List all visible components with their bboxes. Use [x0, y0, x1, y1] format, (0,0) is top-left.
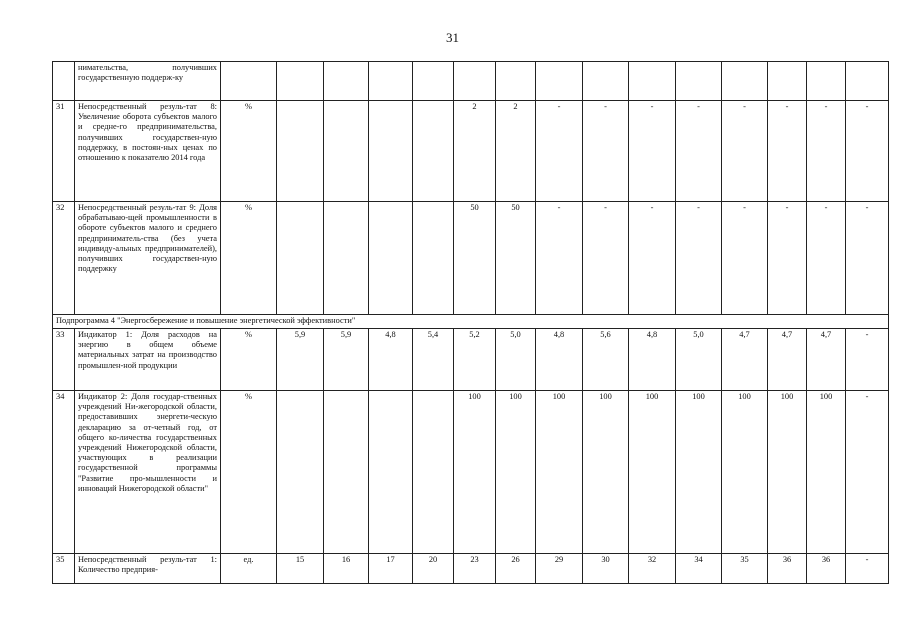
value-cell: 5,9 — [277, 329, 324, 391]
indicator-name: Непосредственный резуль-тат 1: Количество предприя- — [75, 554, 221, 584]
value-cell — [369, 202, 413, 315]
value-cell: - — [536, 202, 583, 315]
table-row — [53, 391, 889, 554]
value-cell — [413, 62, 454, 101]
value-cell: - — [768, 202, 807, 315]
value-cell: 5,9 — [324, 329, 369, 391]
indicator-name: Индикатор 2: Доля государ-ственных учреждений Ни-жегородской области, предоставивших энергети-ческую декларацию за от-четный год, от общего ко-личества государственных учреждений Нижегородской области, участвующих в реализации государственной программы "Развитие про-мышленности и инноваций Нижегородской области" — [75, 391, 221, 554]
value-cell: 17 — [369, 554, 413, 584]
value-cell: 5,0 — [496, 329, 536, 391]
value-cell — [369, 391, 413, 554]
value-cell: 35 — [722, 554, 768, 584]
value-cell: 5,0 — [676, 329, 722, 391]
row-number — [53, 62, 75, 101]
value-cell: 50 — [496, 202, 536, 315]
value-cell: - — [846, 329, 889, 391]
value-cell: 50 — [454, 202, 496, 315]
value-cell: 100 — [807, 391, 846, 554]
value-cell: 23 — [454, 554, 496, 584]
value-cell: 100 — [768, 391, 807, 554]
value-cell — [277, 391, 324, 554]
value-cell: 26 — [496, 554, 536, 584]
table-row — [53, 202, 889, 315]
value-cell: 30 — [583, 554, 629, 584]
indicator-name: Индикатор 1: Доля расходов на энергию в общем объеме материальных затрат на производство промышлен-ной продукции — [75, 329, 221, 391]
unit-cell: % — [221, 101, 277, 202]
value-cell: 2 — [496, 101, 536, 202]
indicators-table — [52, 61, 889, 584]
row-number: 31 — [53, 101, 75, 202]
unit-cell: % — [221, 329, 277, 391]
value-cell: 36 — [768, 554, 807, 584]
value-cell — [676, 62, 722, 101]
value-cell — [369, 101, 413, 202]
value-cell: 5,4 — [413, 329, 454, 391]
table-row — [53, 554, 889, 584]
value-cell: - — [846, 101, 889, 202]
row-number: 33 — [53, 329, 75, 391]
value-cell: - — [807, 101, 846, 202]
value-cell — [277, 62, 324, 101]
value-cell — [846, 62, 889, 101]
unit-cell: % — [221, 391, 277, 554]
value-cell: 15 — [277, 554, 324, 584]
indicator-name: Непосредственный резуль-тат 9: Доля обрабатываю-щей промышленности в обороте субъектов малого и среднего предприниматель-ства (без учета индивиду-альных предпринимателей), получивших государствен-ную поддержку — [75, 202, 221, 315]
value-cell — [413, 202, 454, 315]
table-body — [53, 62, 889, 584]
section-row — [53, 315, 889, 329]
value-cell: - — [583, 202, 629, 315]
value-cell: - — [536, 101, 583, 202]
value-cell: 100 — [454, 391, 496, 554]
unit-cell: ед. — [221, 554, 277, 584]
value-cell: 32 — [629, 554, 676, 584]
table-row — [53, 329, 889, 391]
value-cell — [536, 62, 583, 101]
value-cell: - — [846, 202, 889, 315]
value-cell — [768, 62, 807, 101]
indicator-name: нимательства, получивших государственную поддерж-ку — [75, 62, 221, 101]
section-title: Подпрограмма 4 "Энергосбережение и повышение энергетической эффективности" — [53, 315, 889, 329]
value-cell: 4,8 — [536, 329, 583, 391]
row-number: 32 — [53, 202, 75, 315]
value-cell: 36 — [807, 554, 846, 584]
value-cell: 4,7 — [722, 329, 768, 391]
value-cell: 4,7 — [768, 329, 807, 391]
value-cell: - — [768, 101, 807, 202]
value-cell: 2 — [454, 101, 496, 202]
value-cell: 100 — [496, 391, 536, 554]
value-cell: - — [629, 202, 676, 315]
value-cell: 5,6 — [583, 329, 629, 391]
value-cell — [496, 62, 536, 101]
value-cell — [369, 62, 413, 101]
value-cell: - — [846, 554, 889, 584]
value-cell — [583, 62, 629, 101]
page-number: 31 — [446, 30, 459, 45]
value-cell — [722, 62, 768, 101]
value-cell: 100 — [583, 391, 629, 554]
value-cell — [277, 202, 324, 315]
value-cell — [413, 101, 454, 202]
value-cell: - — [676, 202, 722, 315]
value-cell — [807, 62, 846, 101]
indicator-name: Непосредственный резуль-тат 8: Увеличение оборота субъектов малого и средне-го предпринимательства, получивших государствен-ную поддержку, в постоян-ных ценах по отношению к показателю 2014 года — [75, 101, 221, 202]
value-cell: 16 — [324, 554, 369, 584]
value-cell: 100 — [536, 391, 583, 554]
value-cell — [324, 62, 369, 101]
value-cell: - — [583, 101, 629, 202]
value-cell: 34 — [676, 554, 722, 584]
value-cell — [277, 101, 324, 202]
value-cell: - — [846, 391, 889, 554]
value-cell: 4,7 — [807, 329, 846, 391]
value-cell: 29 — [536, 554, 583, 584]
table-row — [53, 101, 889, 202]
value-cell: - — [807, 202, 846, 315]
value-cell: 4,8 — [629, 329, 676, 391]
unit-cell — [221, 62, 277, 101]
value-cell: - — [722, 202, 768, 315]
row-number: 35 — [53, 554, 75, 584]
row-number: 34 — [53, 391, 75, 554]
value-cell: - — [722, 101, 768, 202]
value-cell: 100 — [676, 391, 722, 554]
value-cell: 100 — [629, 391, 676, 554]
value-cell: - — [676, 101, 722, 202]
unit-cell: % — [221, 202, 277, 315]
value-cell — [629, 62, 676, 101]
value-cell — [454, 62, 496, 101]
table-row — [53, 62, 889, 101]
value-cell — [324, 101, 369, 202]
value-cell — [324, 202, 369, 315]
value-cell: 5,2 — [454, 329, 496, 391]
value-cell: 20 — [413, 554, 454, 584]
value-cell: 4,8 — [369, 329, 413, 391]
value-cell: 100 — [722, 391, 768, 554]
value-cell: - — [629, 101, 676, 202]
value-cell — [413, 391, 454, 554]
value-cell — [324, 391, 369, 554]
